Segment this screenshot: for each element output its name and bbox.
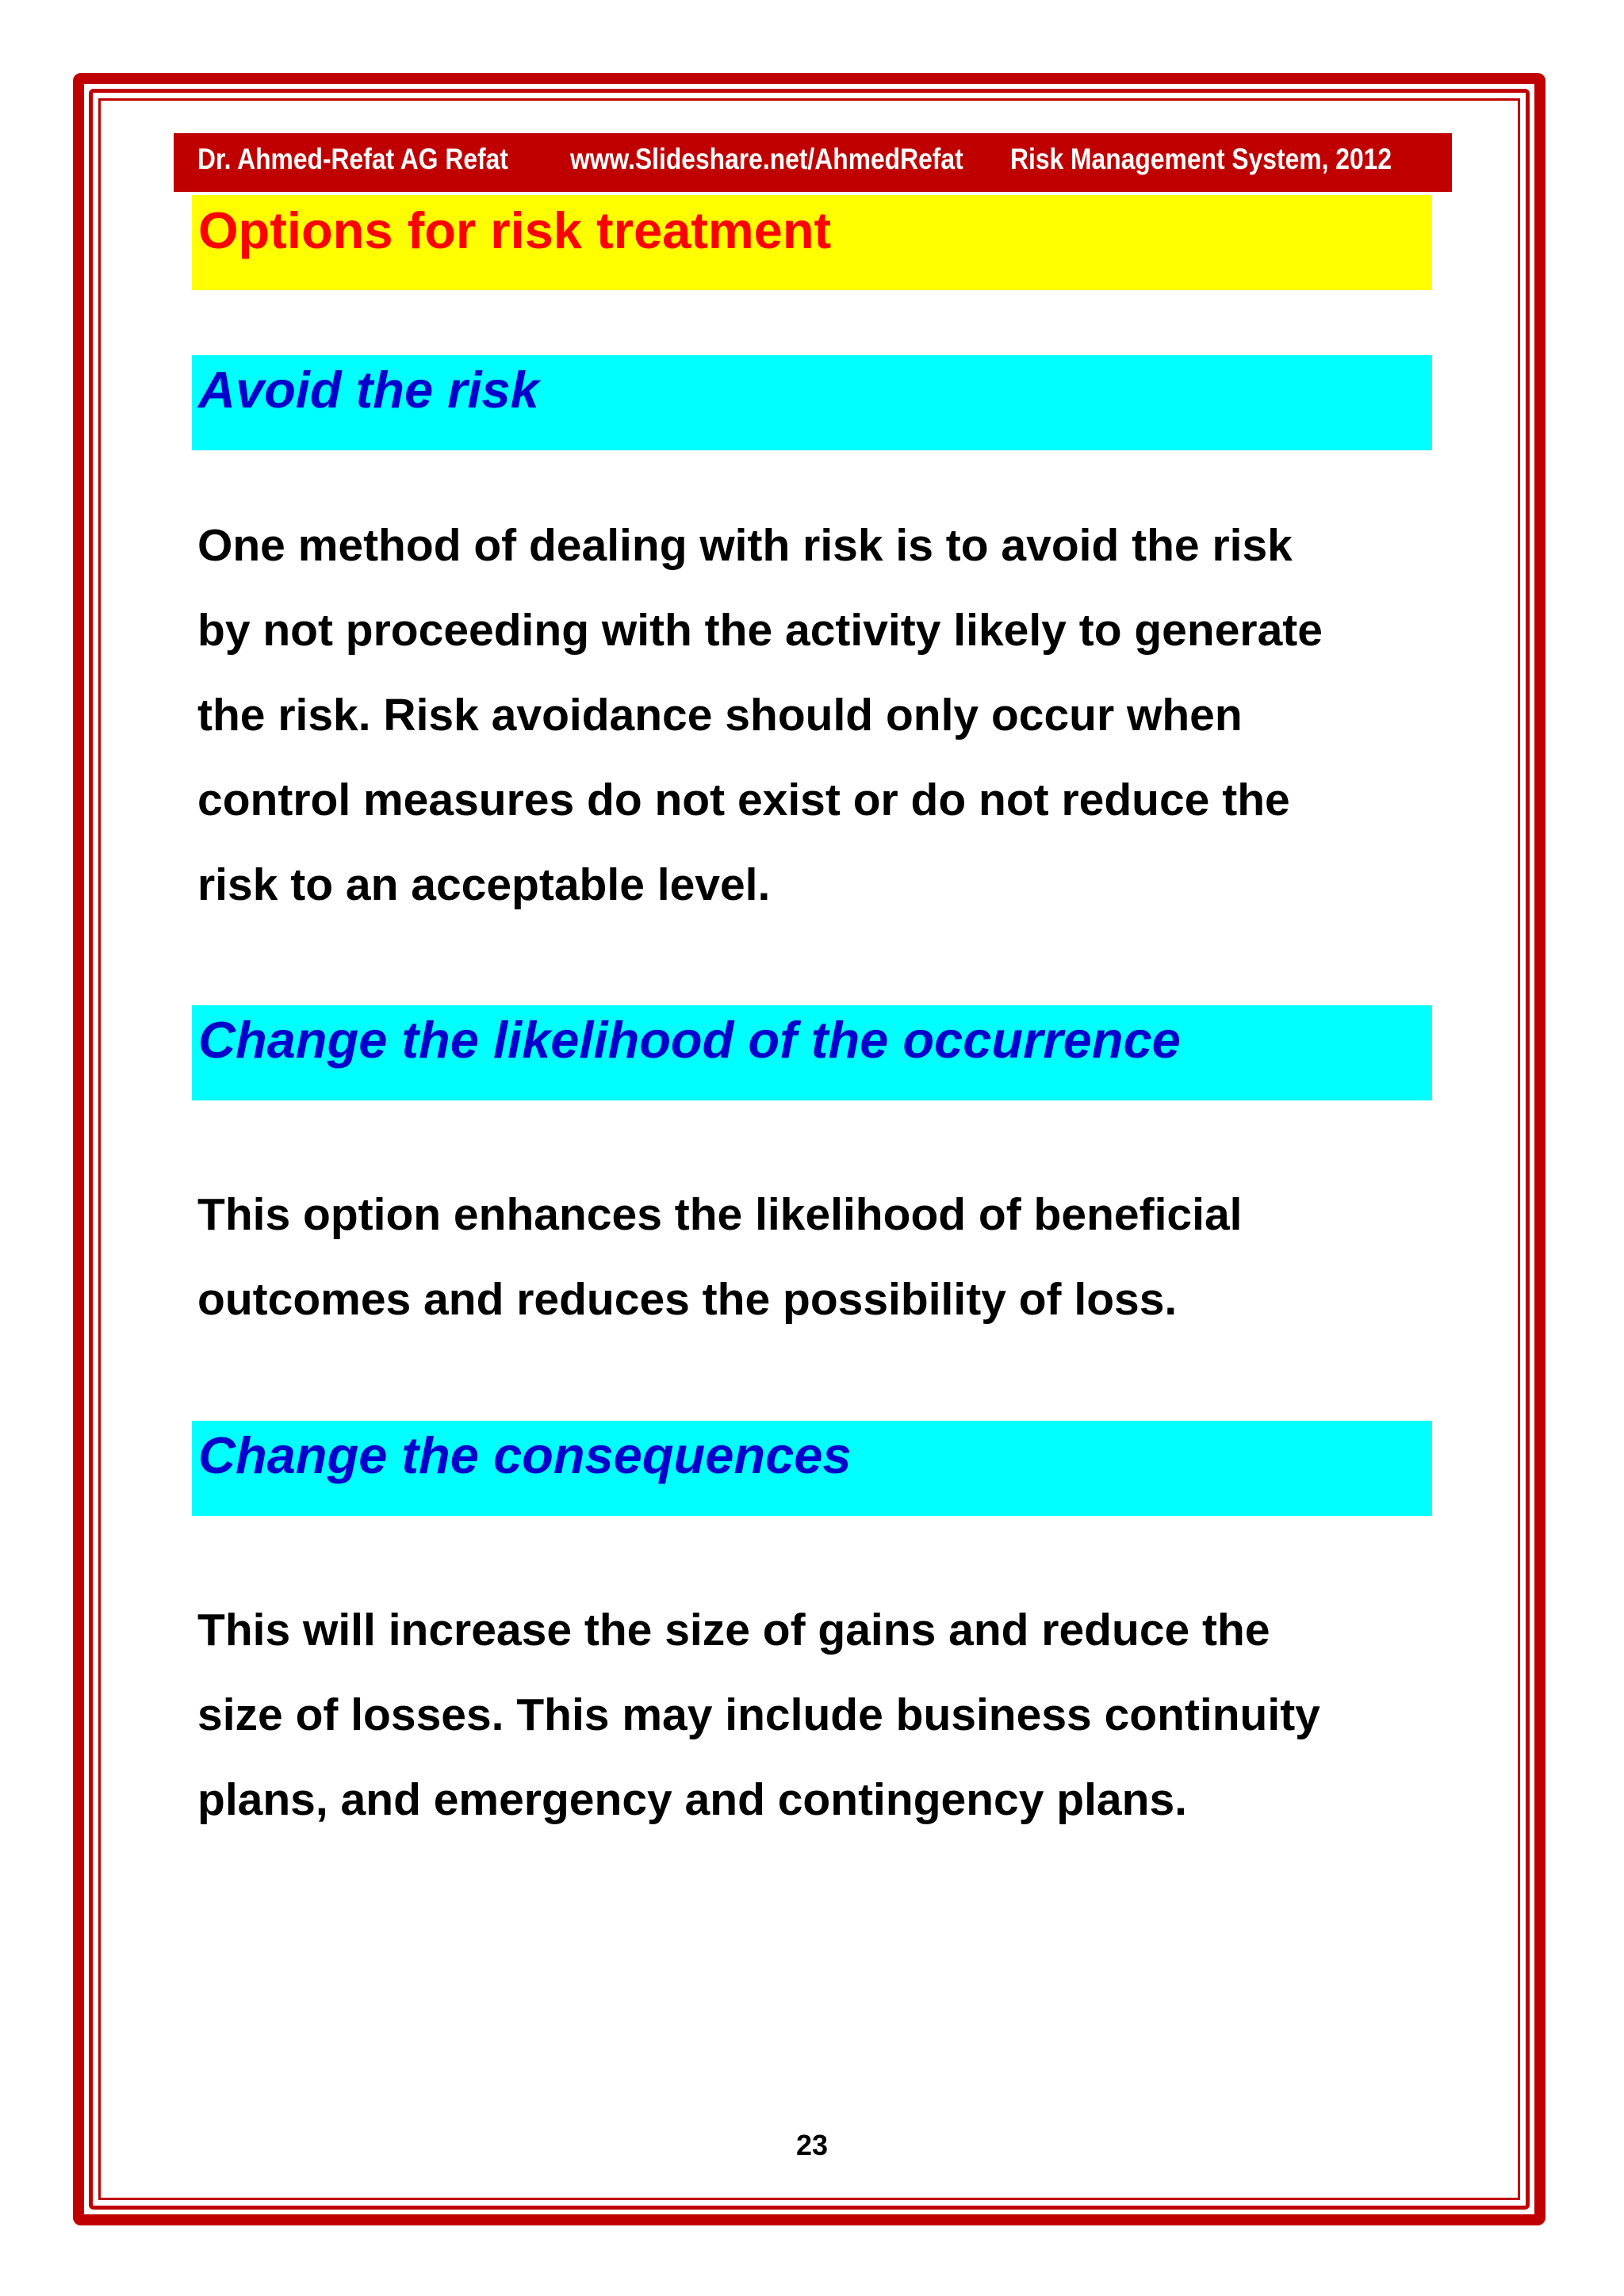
body-line: This option enhances the likelihood of beneficial — [197, 1189, 1243, 1240]
body-line: outcomes and reduces the possibility of loss. — [197, 1274, 1178, 1325]
header-website: www.Slideshare.net/AhmedRefat — [570, 143, 963, 175]
body-line: One method of dealing with risk is to avoid the risk — [197, 520, 1293, 571]
page-title: Options for risk treatment — [198, 201, 832, 259]
body-line: by not proceeding with the activity likely to generate — [197, 605, 1323, 656]
body-line: This will increase the size of gains and reduce the — [197, 1605, 1270, 1655]
section-body-consequences — [197, 1588, 1450, 1843]
body-line: risk to an acceptable level. — [197, 859, 771, 910]
body-line: control measures do not exist or do not reduce the — [197, 775, 1290, 825]
body-line: plans, and emergency and contingency plans. — [197, 1774, 1187, 1825]
header-author: Dr. Ahmed-Refat AG Refat — [197, 143, 508, 175]
running-header — [174, 133, 1452, 192]
header-system: Risk Management System, 2012 — [1010, 143, 1392, 175]
section-body-avoid — [197, 503, 1450, 928]
section-body-likelihood — [197, 1173, 1450, 1342]
section-heading-consequences: Change the consequences — [198, 1426, 852, 1484]
body-line: size of losses. This may include business continuity — [197, 1689, 1320, 1740]
section-heading-band-likelihood — [192, 1005, 1432, 1100]
section-heading-likelihood: Change the likelihood of the occurrence — [198, 1011, 1181, 1069]
section-heading-avoid: Avoid the risk — [198, 361, 539, 419]
page-number: 23 — [795, 2129, 829, 2161]
body-line: the risk. Risk avoidance should only occur when — [197, 690, 1243, 740]
section-heading-band-avoid — [192, 355, 1432, 450]
section-heading-band-consequences — [192, 1421, 1432, 1516]
page-title-band — [192, 195, 1432, 290]
